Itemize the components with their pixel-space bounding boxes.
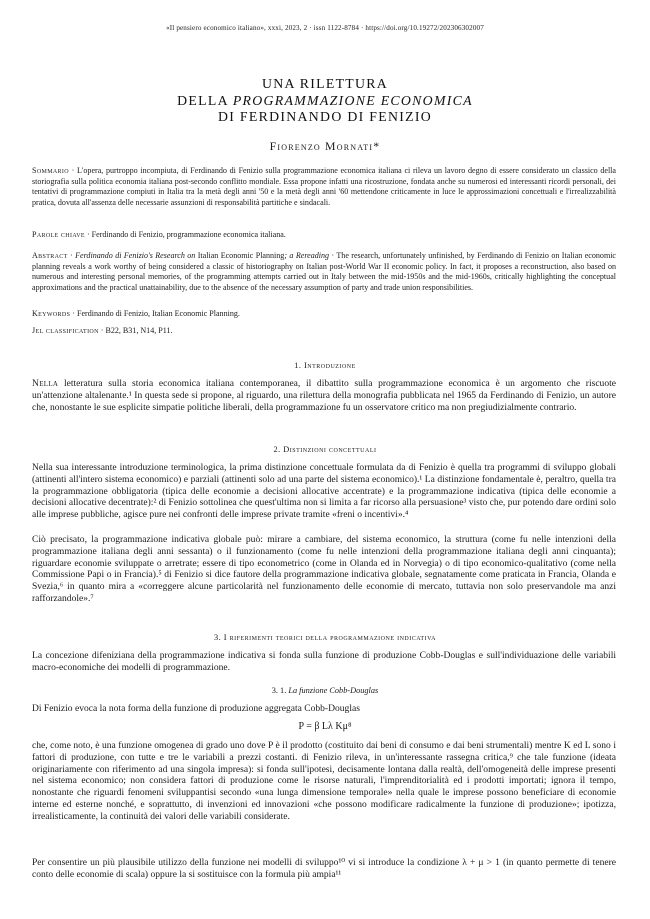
title-line-2-italic: PROGRAMMAZIONE ECONOMICA [232,92,473,108]
title-line-3: DI FERDINANDO DI FENIZIO [218,109,432,125]
jel-label: Jel classification [32,326,99,335]
sommario [32,166,616,208]
subsection-number: 3. 1. [271,686,289,695]
parole-chiave-label: Parole chiave [32,230,85,239]
abstract: Abstract · Ferdinando di Fenizio's Research on Italian Economic Planning; a Rereading · The research, unfortunately unfinished, by Ferdinando di Fenizio on Italian economic planning reveals a work worthy of being considered a classic of historiography on Italian post-World War II economic policy. In fact, it proposes a reconstruction, also based on numerous and interesting personal memories, of the programming attempts carried out in Italy between the mid-1950s and the mid-1960s, critically highlighting the conceptual approximations and the practical unattainability, due to the absence of the necessary assumption of party and trade union responsibilities. [32,251,617,292]
subsection-title: La funzione Cobb-Douglas [288,686,379,695]
subsection-3-1-heading [0,686,650,695]
abstract-title-plain: Italian Economic Planning [195,251,285,260]
section-2-paragraph-2: Ciò precisato, la programmazione indicativa globale può: mirare a cambiare, del sistema economico, la struttura (come fu nelle intenzioni della programmazione italiana degli anni sessanta) o il funzionamento (come fu nelle intenzioni della programmazione italiana degli anni cinquanta); riguardare economie sviluppate o arretrate; essere di tipo econometrico (come in Olanda ed in Norvegia) o di tipo economico-qualitativo (come nella Commissione Papi o in Francia).⁵ di Fenizio si dice fautore della programmazione indicativa globale, segnatamente come praticata in Francia, Olanda e Svezia,⁶ in quanto mira a «correggere alcune particolarità nel funzionamento delle economie di mercato, tuttavia non solo preservandole ma anzi rafforzandole».⁷ [32,534,616,604]
running-head: «Il pensiero economico italiano», xxxi, 2023, 2 · issn 1122-8784 · https://doi.org/10.19272/202306302007 [166,24,484,32]
section-3-paragraph-1: La concezione difeniziana della programmazione indicativa si fonda sulla funzione di produzione Cobb-Douglas e sull'individuazione delle variabili macro-economiche dei modelli di programmazione. [32,650,616,673]
section-1-heading: 1. Introduzione [294,361,356,370]
abstract-label: Abstract [32,251,68,260]
keywords-label: Keywords [32,309,71,318]
abstract-title-rest: ; a Rereading [284,251,330,260]
abstract-title-italic: Ferdinando di Fenizio's Research on [75,251,196,260]
section-1-text: letteratura sulla storia economica italiana contemporanea, il dibattito sulla programmazione economica è un argomento che riscuote un'attenzione altalenante.¹ In questa sede si propone, al riguardo, una rilettura della monografia pubblicata nel 1965 da Ferdinando di Fenizio, un autore che, nonostante le sue esplicite simpatie politiche liberali, della programmazione fu un osservatore critico ma non pregiudizialmente contrario. [32,378,616,413]
keywords-text: · Ferdinando di Fenizio, Italian Economic Planning. [70,309,240,318]
title-line-2 [0,93,650,110]
jel-text: · B22, B31, N14, P11. [98,326,173,335]
sommario-text: · L'opera, purtroppo incompiuta, di Ferdinando di Fenizio sulla programmazione economica italiana ci rileva un lavoro degno di essere considerato un classico della storiografia sulla politica economia italiana post-secondo conflitto mondiale. Essa propone infatti una ricostruzione, fondata anche su numerosi ed interessanti ricordi personali, dei tentativi di programmazione compiuti in Italia tra la metà degli anni '50 e la metà degli anni '60 mettendone criticamente in luce le approssimazioni concettuali e l'irrealizzabilità pratica, dovuta all'assenza delle necessarie assunzioni di responsabilità partitiche e sindacali. [32,166,616,207]
section-1-paragraph [32,378,616,413]
section-3-heading: 3. I riferimenti teorici della programmazione indicativa [214,633,436,642]
section-3-paragraph-2: Di Fenizio evoca la nota forma della funzione di produzione aggregata Cobb-Douglas [32,703,360,714]
cobb-douglas-formula [0,721,650,732]
sommario-label: Sommario [32,166,69,175]
article-title [0,76,650,126]
parole-chiave [32,230,286,239]
section-2-paragraph-1: Nella sua interessante introduzione terminologica, la prima distinzione concettuale formulata da di Fenizio è quella tra programmi di sviluppo globali (attinenti all'intero sistema economico) e parziali (attinenti solo ad una parte del sistema economico).¹ La distinzione fondamentale è, peraltro, quella tra la programmazione obbligatoria (tipica delle economie a decisioni allocative accentrate) e la programmazione indicativa (tipica delle economie a decisioni allocative decentrate):² di Fenizio sottolinea che quest'ultima non si limita a far ricorso alla persuasione³ visto che, pur potendo dare ordini solo alle imprese pubbliche, agisce pure nei confronti delle imprese private tramite «freni o incentivi».⁴ [32,462,616,520]
keywords [32,309,240,318]
title-line-1: UNA RILETTURA [261,76,389,91]
parole-chiave-text: · Ferdinando di Fenizio, programmazione economica italiana. [84,230,286,239]
author-name: Fiorenzo Mornati* [269,139,381,153]
formula-text: P = β Lλ Kμ⁸ [298,721,352,732]
jel-classification [32,326,172,335]
section-3-paragraph-3: che, come noto, è una funzione omogenea di grado uno dove P è il prodotto (costituito dai beni di consumo e dai beni strumentali) mentre K ed L sono i fattori di produzione, con tutte e tre le variabili a prezzi costanti. di Fenizio rileva, in un'interessante rassegna critica,⁹ che tale funzione (ideata originariamente con riferimento ad una singola impresa): si fonda sull'ipotesi, decisamente lontana dalla realtà, dell'omogeneità delle imprese presenti nel sistema economico; non considera fattori di produzione come le risorse naturali, l'imprenditorialità ed i prodotti importati; ignora il tempo, nonostante che riguardi fenomeni sviluppantisi secondo «una lunga dimensione temporale» nella quale le imprese possono beneficiare di economie interne ed esterne nonché, e soprattutto, di invenzioni ed innovazioni «che possono modificare radicalmente la funzione di produzione»; ipotizza, irrealisticamente, la continuità dei valori delle variabili considerate. [32,740,616,822]
title-line-2-prefix: DELLA [177,92,233,108]
section-2-heading: 2. Distinzioni concettuali [273,445,377,454]
section-3-paragraph-4: Per consentire un più plausibile utilizzo della funzione nei modelli di sviluppo¹⁰ vi si introduce la condizione λ + μ > 1 (in quanto permette di tenere conto delle economie di scala) oppure la si sostituisce con la formula più ampia¹¹ [32,857,616,880]
section-1-lead: Nella [32,378,59,389]
abstract-text: · The research, unfortunately unfinished, by Ferdinando di Fenizio on Italian economic planning reveals a work worthy of being considered a classic of historiography on Italian post-World War II economic policy. In fact, it proposes a reconstruction, also based on numerous and interesting personal memories, of the programming attempts carried out in Italy between the mid-1950s and the mid-1960s, critically highlighting the conceptual approximations and the practical unattainability, due to the absence of the necessary assumption of party and trade union responsibilities. [32,251,617,292]
